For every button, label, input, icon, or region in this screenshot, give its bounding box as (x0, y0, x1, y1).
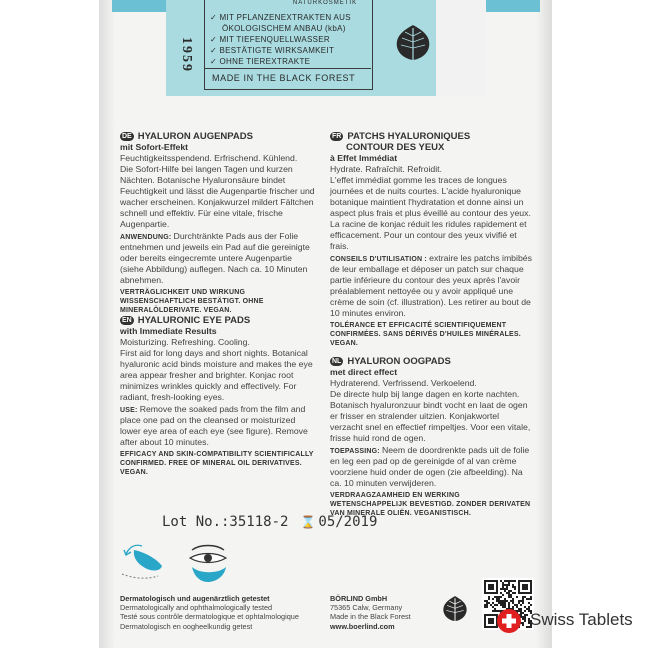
claim-line: ✓ MIT TIEFENQUELLWASSER (210, 35, 330, 44)
lang-badge: NL (332, 358, 342, 365)
box-edge-right (536, 0, 552, 648)
leaf-logo-icon (440, 594, 470, 624)
section-tagline: Hydrate. Rafraîchit. Refroidit. (330, 164, 443, 174)
company-url: www.boerlind.com (330, 621, 395, 631)
usage-text: extraire les patchs imbibés de leur emballage et déposer un patch sur chaque partie inférieure du contour des yeux après l'avoir préalablement nettoyée ou y avoir appliqué une crème de soin (cf. illustration). Les retirer au bout de 10 minutes environ. (330, 253, 532, 318)
section-body: L'effet immédiat gomme les traces de longues journées et de nuits courtes. L'acide hyaluronique botanique maintient l'hydratation et donne ainsi un aspect plus frais et plus éveillé au contour des yeux. La racine de konjac réduit les ridules rapidement et efficacement. Pour un contour des yeux vivifié et frais. (330, 175, 531, 251)
watermark-text: Swiss Tablets (530, 610, 633, 629)
usage-text: Neem de doordrenkte pads uit de folie en leg een pad op de gereinigde of al van crème voorziene huid onder de ogen (zie afbeelding). Na ca. 10 minuten verwijderen. (330, 445, 530, 488)
year-text: 1959 (179, 37, 194, 73)
company-address: 75365 Calw, Germany (330, 603, 403, 613)
section-title: HYALURONIC EYE PADS (137, 315, 251, 326)
company-name: BÖRLIND GmbH (330, 594, 388, 603)
section-claim: EFFICACY AND SKIN-COMPATIBILITY SCIENTIFICALLY CONFIRMED. FREE OF MINERAL OIL DERIVATIVES. VEGAN. (120, 451, 314, 476)
section-title: HYALURON OOGPADS (347, 356, 451, 367)
section-de (120, 131, 316, 315)
section-en (120, 315, 316, 477)
tested-de: Dermatologisch und augenärztlich getestet (120, 594, 270, 603)
brand-strip: NATURKOSMETIK (292, 0, 358, 6)
section-subtitle: with Immediate Results (120, 326, 217, 336)
section-body: De directe hulp bij lange dagen en korte nachten. Botanisch hyaluronzuur bindt vocht en laat de ogen er frisser en stralender uitzien. Konjakwortel verzacht snel en effectief rimpeltjes. Voor een vitale, frisse huid rond de ogen. (330, 389, 531, 443)
usage-text: Durchtränkte Pads aus der Folie entnehmen und jeweils ein Pad auf die gereinigte oder bereits eingecremte untere Augenpartie (siehe Abbildung) auflegen. Nach ca. 10 Minuten abnehmen. (120, 231, 310, 285)
usage-label: TOEPASSING: (330, 448, 380, 455)
claim-line: ✓ OHNE TIEREXTRAKTE (210, 57, 311, 66)
section-title: HYALURON AUGENPADS (137, 131, 253, 142)
application-illustration (116, 536, 236, 596)
company-info (330, 594, 411, 631)
section-fr (330, 131, 534, 348)
watermark-badge (496, 606, 648, 634)
usage-label: ANWENDUNG: (120, 234, 172, 241)
company-made: Made in the Black Forest (330, 612, 411, 622)
usage-text: Remove the soaked pads from the film and place one pad on the cleansed or moisturized lower eye area of each eye (see figure). Remove after about 10 minutes. (120, 404, 308, 447)
swiss-cross-logo-icon (496, 608, 522, 634)
section-claim: VERTRÄGLICHKEIT UND WIRKUNG WISSENSCHAFTLICH BESTÄTIGT. OHNE MINERALÖLDERIVATE. VEGAN. (120, 289, 264, 314)
claim-line: ✓ MIT PFLANZENEXTRAKTEN AUS (210, 13, 351, 22)
lang-badge: DE (122, 133, 132, 140)
usage-label: CONSEILS D'UTILISATION : (330, 256, 427, 263)
section-subtitle: mit Sofort-Effekt (120, 142, 189, 152)
hourglass-icon: ⌛ (300, 515, 316, 529)
lang-badge: FR (332, 133, 342, 140)
section-subtitle: à Effet Immédiat (330, 153, 398, 163)
tested-fr: Testé sous contrôle dermatologique et ophtalmologique (120, 612, 299, 622)
section-claim: VERDRAAGZAAMHEID EN WERKING WETENSCHAPPELIJK BEVESTIGD. ZONDER DERIVATEN VAN MINERALE OLIËN. VEGANISTISCH. (330, 492, 531, 517)
section-body: Die Sofort-Hilfe bei langen Tagen und kurzen Nächten. Botanische Hyaluronsäure bindet Feuchtigkeit und lässt die Augenpartie frischer und wacher erscheinen. Konjakwurzel mildert Fältchen schnell und effektiv. Für eine vitale, frische Augenpartie. (120, 164, 315, 229)
teal-label-fold (436, 0, 486, 96)
section-title: PATCHS HYALURONIQUES (347, 131, 471, 142)
lot-number (162, 514, 377, 530)
section-claim: TOLÉRANCE ET EFFICACITÉ SCIENTIFIQUEMENT CONFIRMÉES. SANS DÉRIVÉS D'HUILES MINÉRALES. VEGAN. (330, 322, 521, 347)
section-tagline: Hydraterend. Verfrissend. Verkoelend. (330, 378, 477, 388)
claims-divider (205, 68, 371, 69)
tested-en: Dermatologically and ophthalmologically tested (120, 603, 273, 613)
expiry-date: 05/2019 (318, 514, 378, 530)
leaf-logo-icon (392, 22, 434, 64)
claim-line: ÖKOLOGISCHEM ANBAU (kbA) (222, 24, 346, 33)
section-tagline: Feuchtigkeitsspendend. Erfrischend. Kühlend. (120, 153, 298, 163)
usage-label: USE: (120, 407, 138, 414)
tested-claims (120, 594, 299, 631)
section-subtitle: met direct effect (330, 367, 398, 377)
lang-badge: EN (122, 317, 132, 324)
section-body: First aid for long days and short nights. Botanical hyaluronic acid binds moisture and makes the eye area appear fresher and brighter. Konjac root minimizes wrinkles quickly and effectively. For radiant, fresh-looking eyes. (120, 348, 313, 402)
tested-nl: Dermatologisch en oogheelkundig getest (120, 621, 253, 631)
founding-year (166, 22, 206, 88)
section-title-line2: CONTOUR DES YEUX (346, 142, 445, 153)
lot-text: Lot No.:35118-2 (162, 514, 289, 530)
made-in-label: MADE IN THE BLACK FOREST (212, 73, 356, 83)
section-tagline: Moisturizing. Refreshing. Cooling. (120, 337, 250, 347)
section-nl (330, 356, 534, 518)
box-edge-left (99, 0, 115, 648)
claim-line: ✓ BESTÄTIGTE WIRKSAMKEIT (210, 46, 335, 55)
